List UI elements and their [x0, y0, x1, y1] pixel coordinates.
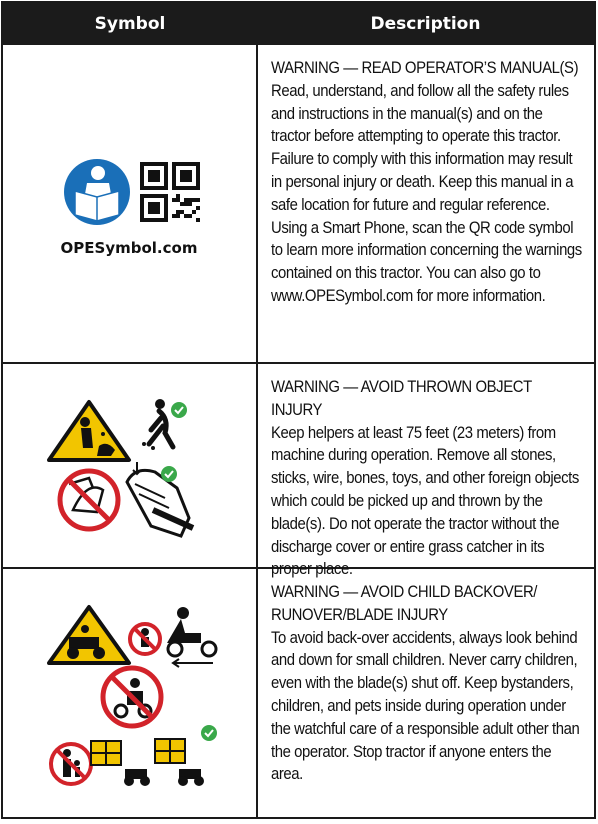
no-passenger-icon — [103, 668, 161, 726]
runover-warning-icon — [49, 607, 129, 663]
no-hand-in-chute-icon — [60, 471, 118, 529]
symbol-cell — [3, 45, 256, 362]
table-header — [3, 3, 594, 45]
symbol-cell — [3, 364, 256, 567]
no-child-near-icon — [130, 624, 160, 654]
warning-body: Keep helpers at least 75 feet (23 meters) from machine during operation. Remove all stones, sticks, wire, bones, toys, and other foreign objects which could be picked up and thrown by the blade(s). Do not operate the tractor without the discharge cover or entire grass catcher in its proper place. — [271, 423, 579, 579]
warning-title: WARNING — AVOID THROWN OBJECT INJURY — [271, 378, 532, 419]
description-cell — [271, 581, 584, 786]
symbol-column-header: Symbol — [94, 14, 166, 34]
children-inside-check-icon — [155, 725, 217, 786]
safety-symbol-table — [1, 1, 596, 819]
description-cell — [271, 376, 584, 581]
warning-body: To avoid back-over accidents, always look behind and down for small children. Never carry children, even with the blade(s) shut off. Keep bystanders, children, and pets inside during operation under the watchful care of a responsible adult other than the operator. Stop tractor if anyone enters the area. — [271, 628, 580, 784]
description-cell — [271, 57, 584, 308]
children-inside-icon — [91, 741, 150, 786]
warning-body: Read, understand, and follow all the safety rules and instructions in the manual(s) and on the tractor before attempting to operate this tractor. Failure to comply with this information may result in personal injury or death. Keep this manual in a safe location for future and regular reference. Using a Smart Phone, scan the QR code symbol to learn more information concerning the warnings contained on this tractor. You can also go to www.OPESymbol.com for more information. — [271, 81, 582, 305]
table-row — [3, 45, 594, 362]
symbol-cell — [3, 569, 256, 819]
symbol-graphics — [3, 569, 256, 819]
table-row — [3, 569, 594, 819]
thrown-object-warning-icon — [49, 402, 129, 460]
url-caption: OPESymbol.com — [60, 239, 198, 257]
qr-code-icon — [140, 162, 200, 222]
pick-up-debris-icon — [142, 399, 187, 450]
symbol-graphics — [3, 45, 256, 362]
no-bystander-icon — [51, 744, 91, 784]
warning-title: WARNING — AVOID CHILD BACKOVER/ RUNOVER/BLADE INJURY — [271, 583, 538, 624]
warning-title: WARNING — READ OPERATOR’S MANUAL(S) — [271, 59, 579, 77]
description-column-header: Description — [370, 14, 481, 34]
read-manual-icon — [64, 159, 130, 225]
discharge-cover-icon — [127, 462, 193, 536]
table-row — [3, 364, 594, 579]
look-behind-icon — [167, 607, 216, 667]
symbol-graphics — [3, 364, 256, 567]
